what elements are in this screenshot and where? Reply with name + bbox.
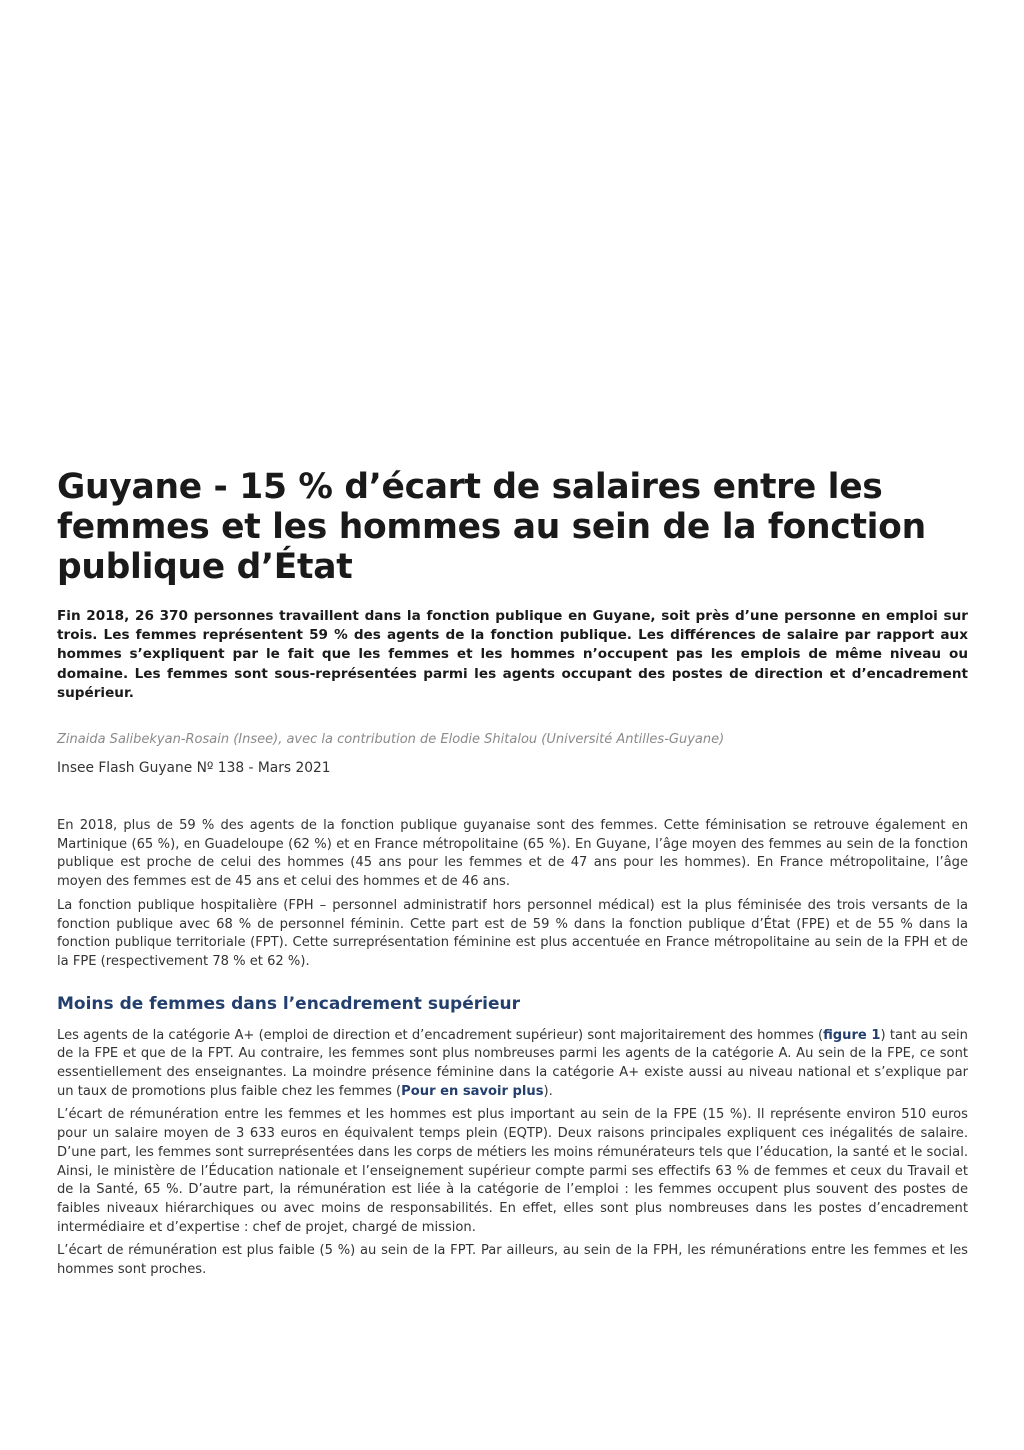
pour-en-savoir-plus-link[interactable]: Pour en savoir plus <box>401 1083 544 1099</box>
publication-reference: Insee Flash Guyane Nº 138 - Mars 2021 <box>57 760 331 777</box>
paragraph-text: ). <box>543 1083 553 1099</box>
section-title: Moins de femmes dans l’encadrement supérieur <box>57 993 520 1014</box>
figure-1-link[interactable]: figure 1 <box>823 1027 881 1043</box>
paragraph-text: ) tant au sein de la FPE et que de la FPT. Au contraire, les femmes sont plus nombreuses parmi les agents de la catégorie A. Au sein de la FPE, ce sont essentiellement des enseignantes. La moindre présence féminine dans la catégorie A+ existe aussi au niveau national et s’explique par un taux de promotions plus faible chez les femmes ( <box>57 1027 968 1099</box>
article-lead: Fin 2018, 26 370 personnes travaillent dans la fonction publique en Guyane, soit près d’une personne en emploi sur trois. Les femmes représentent 59 % des agents de la fonction publique. Les différences de salaire par rapport aux hommes s’expliquent par le fait que les femmes et les hommes n’occupent pas les emplois de même niveau ou domaine. Les femmes sont sous-représentées parmi les agents occupant des postes de direction et d’encadrement supérieur. <box>57 608 968 701</box>
article <box>57 467 968 1285</box>
paragraph-fph: La fonction publique hospitalière (FPH – personnel administratif hors personnel médical) est la plus féminisée des trois versants de la fonction publique avec 68 % de personnel féminin. Cette part est de 59 % dans la fonction publique d’État (FPE) et de 55 % dans la fonction publique territoriale (FPT). Cette surreprésentation féminine est plus accentuée en France métropolitaine au sein de la FPH et de la FPE (respectivement 78 % et 62 %). <box>57 897 968 969</box>
paragraph-categorie-a <box>57 1027 968 1102</box>
paragraph-ecart-fpt: L’écart de rémunération est plus faible (5 %) au sein de la FPT. Par ailleurs, au sein de la FPH, les rémunérations entre les femmes et les hommes sont proches. <box>57 1243 968 1278</box>
article-authors: Zinaida Salibekyan-Rosain (Insee), avec la contribution de Elodie Shitalou (Université Antilles-Guyane) <box>57 732 725 748</box>
article-body <box>57 817 968 1280</box>
paragraph-ecart-fpe: L’écart de rémunération entre les femmes et les hommes est plus important au sein de la FPE (15 %). Il représente environ 510 euros pour un salaire moyen de 3 633 euros en équivalent temps plein (EQTP). Deux raisons principales expliquent ces inégalités de salaire. D’une part, les femmes sont surreprésentées dans les corps de métiers les moins rémunérateurs tels que l’éducation, la santé et le social. Ainsi, le ministère de l’Éducation nationale et l’enseignement supérieur compte parmi ses effectifs 63 % de femmes et ceux du Travail et de la Santé, 65 %. D’autre part, la rémunération est liée à la catégorie de l’emploi : les femmes occupent plus souvent des postes de faibles niveaux hiérarchiques ou avec moins de responsabilités. En effet, elles sont plus nombreuses dans les postes d’encadrement intermédiaire et d’expertise : chef de projet, chargé de mission. <box>57 1107 968 1235</box>
paragraph-feminisation: En 2018, plus de 59 % des agents de la fonction publique guyanaise sont des femmes. Cette féminisation se retrouve également en Martinique (65 %), en Guadeloupe (62 %) et en France métropolitaine (65 %). En Guyane, l’âge moyen des femmes au sein de la fonction publique est proche de celui des hommes (45 ans pour les femmes et de 47 ans pour les hommes). En France métropolitaine, l’âge moyen des femmes est de 45 ans et celui des hommes et de 46 ans. <box>57 818 968 890</box>
page-title: Guyane - 15 % d’écart de salaires entre les femmes et les hommes au sein de la fonction publique d’État <box>57 467 926 587</box>
paragraph-text: Les agents de la catégorie A+ (emploi de direction et d’encadrement supérieur) sont majoritairement des hommes ( <box>57 1027 824 1043</box>
